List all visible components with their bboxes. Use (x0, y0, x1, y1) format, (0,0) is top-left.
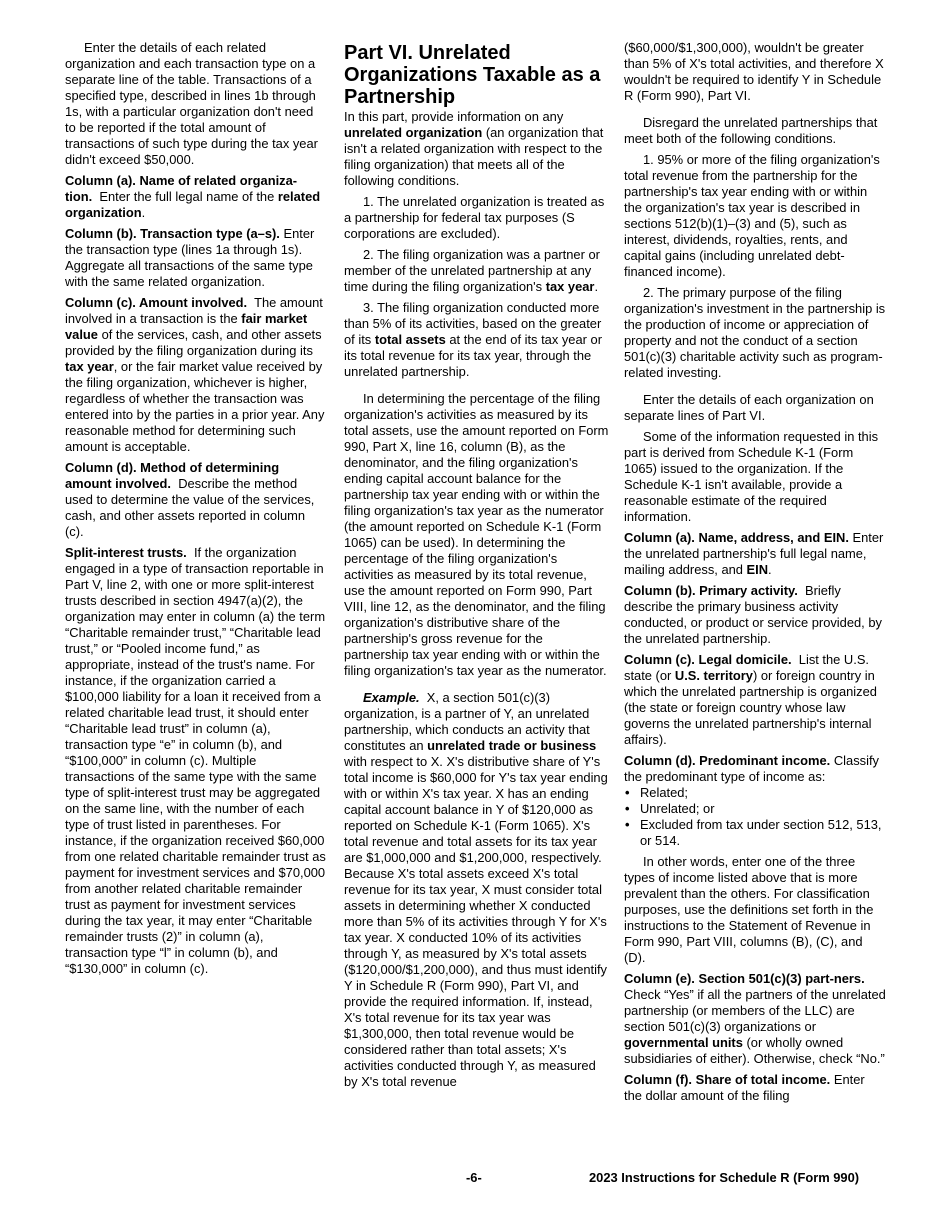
column-left (65, 40, 327, 982)
term-unrelated-organization: unrelated organization (344, 125, 483, 140)
heading-column-d: Column (d). Method of determining amount involved. (65, 460, 280, 491)
text-condition-3-1: 3. The filing organization conducted more than 5% of its activities, based on the greater of its (344, 300, 602, 347)
paragraph-split-interest (65, 545, 327, 977)
text-column-c-2: of the services, cash, and other assets provided by the filing organization during its (65, 327, 322, 358)
text-partners-2: (or wholly owned subsidiaries of either). Otherwise, check “No.” (624, 1035, 885, 1066)
text-share-income: Enter the dollar amount of the filing (624, 1072, 865, 1103)
heading-primary-activity: Column (b). Primary activity. (624, 583, 798, 598)
heading-legal-domicile: Column (c). Legal domicile. (624, 652, 792, 667)
heading-predominant-income: Column (d). Predominant income. (624, 753, 831, 768)
heading-split-interest: Split-interest trusts. (65, 545, 187, 560)
list-item: • Unrelated; or (624, 801, 886, 817)
text-legal-domicile-2: ) or foreign country in which the unrelated partnership is organized (the state or foreign country whose law governs the unrelated partnership's internal affairs). (624, 668, 877, 747)
paragraph-intro (344, 109, 609, 189)
page-number: -6- (466, 1170, 482, 1185)
term-tax-year: tax year (65, 359, 114, 374)
paragraph-primary-activity (624, 583, 886, 647)
condition-2: 2. The filing organization was a partner or member of the unrelated partnership at any time during the filing organization's tax year. (344, 247, 600, 294)
paragraph-column-a: Column (a). Name of related organiza-tion. Enter the full legal name of the related organization. (65, 173, 321, 220)
list-item: • Excluded from tax under section 512, 513, or 514. (624, 817, 886, 849)
heading-share-income: Column (f). Share of total income. (624, 1072, 831, 1087)
paragraph-details: Enter the details of each related organization and each transaction type on a separate line of the table. Transactions of a specified type, described in lines 1b through 1s, with a particular organization don't need to be reported if the total amount of transactions of such type during the tax year didn't exceed $50,000. (65, 40, 318, 167)
paragraph-example-continued: ($60,000/$1,300,000), wouldn't be greater than 5% of X's total activities, and therefore X wouldn't be required to identify Y in Schedule R (Form 990), Part VI. (624, 40, 884, 103)
label-example: Example. (363, 690, 420, 705)
text-column-b: Enter the transaction type (lines 1a through 1s). Aggregate all transactions of the same type with the same related organization. (65, 226, 315, 289)
list-item: • Related; (624, 785, 886, 801)
term-unrelated-trade: unrelated trade or business (427, 738, 597, 753)
paragraph-disregard: Disregard the unrelated partnerships that meet both of the following conditions. (624, 115, 878, 146)
paragraph-enter-details: Enter the details of each organization on separate lines of Part VI. (624, 392, 874, 423)
term-related-organization: related organization (65, 189, 321, 220)
text-legal-domicile-1: List the U.S. state (or (624, 652, 869, 683)
condition-1: 1. The unrelated organization is treated as a partnership for federal tax purposes (S corporations are excluded). (344, 194, 605, 241)
paragraph-column-c (65, 295, 327, 455)
term-tax-year: tax year (545, 279, 595, 294)
text-example-1: X, a section 501(c)(3) organization, is a partner of Y, an unrelated partnership, which conducts an activity that constitutes an (344, 690, 590, 753)
column-middle (344, 40, 609, 1095)
disregard-condition-2: 2. The primary purpose of the filing organization's investment in the partnership is the production of income or appreciation of property and not the conduct of a section 501(c)(3) charitable activity such as program-related investing. (624, 285, 886, 380)
text-primary-activity: Briefly describe the primary business activity conducted, or product or service provided, by the unrelated partnership. (624, 583, 882, 646)
paragraph-example (344, 690, 609, 1090)
income-type-list (624, 785, 886, 849)
paragraph-predominant-income (624, 753, 886, 785)
term-total-assets: total assets (374, 332, 446, 347)
text-condition-3-2: at the end of its tax year or its total revenue for its tax year, through the unrelated partnership. (344, 332, 602, 379)
paragraph-column-d (65, 460, 327, 540)
paragraph-share-income (624, 1072, 886, 1104)
term-us-territory: U.S. territory (674, 668, 753, 683)
column-right (624, 40, 886, 1109)
text-column-c-1: The amount involved in a transaction is the (65, 295, 323, 326)
paragraph-partners (624, 971, 886, 1067)
text-column-a-ein: Enter the unrelated partnership's full legal name, mailing address, and (624, 530, 884, 577)
paragraph-legal-domicile (624, 652, 886, 748)
term-ein: EIN (746, 562, 769, 577)
disregard-condition-1: 1. 95% or more of the filing organization's total revenue from the partnership for the partnership's tax year ending with or within the organization's tax year is described in sections 512(b)(1)–(3) and (5), such as interest, dividends, royalties, rents, and capital gains (including unrelated debt-financed income). (624, 152, 880, 279)
heading-column-b: Column (b). Transaction type (a–s). (65, 226, 280, 241)
heading-column-c: Column (c). Amount involved. (65, 295, 248, 310)
term-governmental-units: governmental units (624, 1035, 743, 1050)
paragraph-column-a-ein: Column (a). Name, address, and EIN. Enter the unrelated partnership's full legal name, mailing address, and EIN. (624, 530, 884, 577)
heading-column-a-ein: Column (a). Name, address, and EIN. (624, 530, 849, 545)
paragraph-schedule-k1: Some of the information requested in this part is derived from Schedule K-1 (Form 1065) issued to the organization. If the Schedule K-1 isn't available, provide a reasonable estimate of the required information. (624, 429, 879, 524)
condition-3 (344, 300, 609, 380)
paragraph-percentage: In determining the percentage of the filing organization's activities as measured by its total assets, use the amount reported on Form 990, Part X, line 16, column (B), as the denominator, and the filing organization's ending capital account balance for the partnership tax year ending with or within the filing organization's tax year as the numerator (the amount reported on Schedule K-1 (Form 1065) can be used). In determining the percentage of the filing organization's activities as measured by its total revenue, use the amount reported on Form 990, Part VIII, line 12, as the denominator, and the filing organization's distributive share of the partnership's gross revenue for the partnership tax year ending with or within the filing organization's tax year as the numerator. (344, 391, 609, 678)
text-predominant-income: Classify the predominant type of income as: (624, 753, 879, 784)
text-column-d: Describe the method used to determine the value of the services, cash, and other assets reported in column (c). (65, 476, 315, 539)
text-split-interest: If the organization engaged in a type of transaction reportable in Part V, line 2, with one or more split-interest trusts described in section 4947(a)(2), the organization may enter in column (a) the term “Charitable remainder trust,” “Charitable lead trust,” or “Pooled income fund,” as appropriate, instead of the trust's name. For instance, if the organization carried a $100,000 liability for a loan it received from a related charitable lead trust, it should enter “Charitable lead trust” in column (a), transaction type “e” in column (b), and “$100,000” in column (c). Multiple transactions of the same type with the same type of split-interest trust may be aggregated on the same line, with the number of each type of trust listed in parentheses. For instance, if the organization received $60,000 from one related charitable remainder trust as payment for investment services and $70,000 from another related charitable remainder trust as payment for investment services during the tax year, it may enter “Charitable remainder trusts (2)” in column (a), transaction type “l” in column (b), and “$130,000” in column (c). (65, 545, 326, 976)
section-heading-part-vi: Part VI. Unrelated Organizations Taxable as a Partnership (344, 42, 601, 108)
text-condition-2: 2. The filing organization was a partner or member of the unrelated partnership at any time during the filing organization's (344, 247, 600, 294)
text-example-2: with respect to X. X's distributive share of Y's total income is $60,000 for Y's tax year ending with or within X's tax year. X has an ending capital account balance in Y of $120,000 as reported on Schedule K-1 (Form 1065). X's total revenue and total assets for its tax year are $1,000,000 and $1,200,000, respectively. Because X's total assets exceed X's total revenue for its tax year, X must consider total assets in determining whether X conducted more than 5% of its activities through Y for X's tax year. X conducted 10% of its activities through Y, as measured by X's total assets ($120,000/$1,200,000), and thus must identify Y in Schedule R (Form 990), Part VI, and provide the required information. If, instead, X's total revenue for its tax year was $1,300,000, then total revenue would be considered rather than total assets; X's activities conducted through Y, as measured by X's total revenue (344, 754, 608, 1089)
text-partners-1: Check “Yes” if all the partners of the unrelated partnership (or members of the LLC) are section 501(c)(3) organizations or (624, 987, 886, 1034)
document-title: 2023 Instructions for Schedule R (Form 990) (589, 1170, 860, 1185)
heading-column-a: Column (a). Name of related organiza-tion. (65, 173, 298, 204)
text-column-c-3: , or the fair market value received by the filing organization, whichever is higher, regardless of whether the transaction was entered into by the parties in a prior year. Any reasonable method for determining such amount is acceptable. (65, 359, 325, 454)
paragraph-column-b (65, 226, 327, 290)
term-fair-market-value: fair market value (65, 311, 308, 342)
text-intro-2: (an organization that isn't a related organization with respect to the filing organization) that meets all of the following conditions. (344, 125, 604, 188)
text-column-a: Enter the full legal name of the (99, 189, 275, 204)
paragraph-other-words: In other words, enter one of the three types of income listed above that is more prevalent than the others. For classification purposes, use the definitions set forth in the instructions to the Statement of Revenue in Form 990, Part VIII, columns (B), (C), and (D). (624, 854, 874, 965)
text-intro-1: In this part, provide information on any (344, 109, 564, 124)
heading-partners: Column (e). Section 501(c)(3) part-ners. (624, 971, 865, 986)
